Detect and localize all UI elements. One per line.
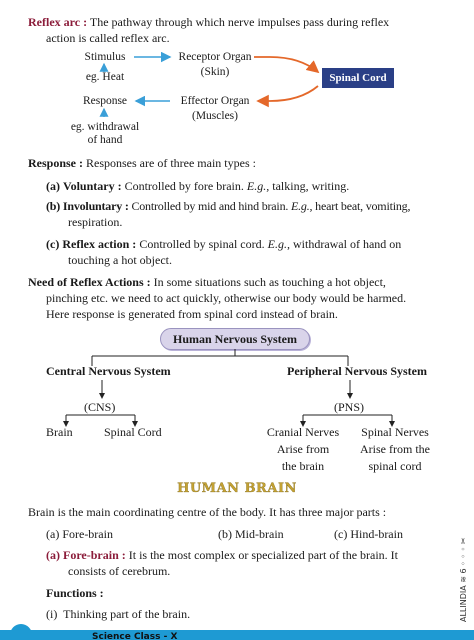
item-eg: E.g., xyxy=(290,199,313,213)
footer-band xyxy=(0,630,474,640)
item-name: Voluntary : xyxy=(63,179,122,193)
reflex-arc-definition-line1: The pathway through which nerve impulses pass during reflex xyxy=(89,15,390,29)
need-reflex-text1: In some situations such as touching a hot object, xyxy=(153,275,386,289)
item-marker: (a) xyxy=(46,179,60,193)
forebrain-line1: It is the most complex or specialized part of the brain. It xyxy=(128,548,399,562)
reflex-arc-definition-line2: action is called reflex arc. xyxy=(46,31,170,45)
forebrain-line2: consists of cerebrum. xyxy=(68,564,171,578)
heat-label: eg. Heat xyxy=(85,71,125,83)
need-reflex-line2: pinching etc. we need to act quickly, otherwise our body would be harmed. xyxy=(46,291,407,305)
forebrain-description xyxy=(46,547,398,563)
withdrawal-label-line2: of hand xyxy=(87,134,123,146)
item-text: Controlled by fore brain. xyxy=(124,179,244,193)
item-example: talking, writing. xyxy=(272,179,350,193)
side-watermark xyxy=(456,512,468,622)
item-marker: (b) xyxy=(46,199,61,213)
reflex-arc-term: Reflex arc : xyxy=(28,15,88,29)
effector-organ-label: Effector Organ xyxy=(180,95,250,107)
brain-part-fore: (a) Fore-brain xyxy=(46,527,113,541)
item-name: Reflex action : xyxy=(62,237,137,251)
spinal-nerves-line2: Arise from the xyxy=(360,442,430,456)
need-reflex-title: Need of Reflex Actions : xyxy=(28,275,151,289)
need-reflex-line3: Here response is generated from spinal cord instead of brain. xyxy=(46,307,338,321)
side-watermark-text: ALLINDIA ≋ 6 ◦ ◦ ◦ ✂ xyxy=(459,537,468,622)
brain-label: Brain xyxy=(46,425,73,439)
cns-abbr-label: (CNS) xyxy=(84,400,116,414)
item-text: Controlled by mid and hind brain. xyxy=(131,199,289,213)
forebrain-term: (a) Fore-brain : xyxy=(46,548,126,562)
spinal-cord-box: Spinal Cord xyxy=(322,68,394,88)
cranial-nerves-line1: Cranial Nerves xyxy=(266,425,340,439)
item-example: heart beat, vomiting, xyxy=(315,199,411,213)
spinal-nerves-line3: spinal cord xyxy=(368,459,422,473)
item-name: Involuntary : xyxy=(62,199,129,213)
receptor-organ-label: Receptor Organ xyxy=(178,51,252,63)
brain-part-hind: (c) Hind-brain xyxy=(334,527,403,541)
pns-abbr-label: (PNS) xyxy=(334,400,365,414)
functions-title: Functions : xyxy=(46,586,104,600)
response-title: Response : xyxy=(28,156,84,170)
item-marker: (c) xyxy=(46,237,60,251)
withdrawal-label-line1: eg. withdrawal xyxy=(70,121,140,133)
pns-label: Peripheral Nervous System xyxy=(287,364,427,378)
spinal-nerves-line1: Spinal Nerves xyxy=(361,425,429,439)
stimulus-label: Stimulus xyxy=(84,51,126,63)
item-eg: E.g., xyxy=(246,179,270,193)
response-item-c-line2: touching a hot object. xyxy=(68,253,172,267)
response-label: Response xyxy=(82,95,128,107)
spinal-cord-label: Spinal Cord xyxy=(104,425,162,439)
cns-label: Central Nervous System xyxy=(46,364,171,378)
skin-label: (Skin) xyxy=(200,66,230,78)
item-text: Controlled by spinal cord. xyxy=(139,237,265,251)
function-item-1: (i) Thinking part of the brain. xyxy=(46,607,191,621)
human-nervous-system-pill: Human Nervous System xyxy=(160,328,310,350)
human-brain-intro: Brain is the main coordinating centre of the body. It has three major parts : xyxy=(28,505,387,519)
page-number-circle xyxy=(10,624,32,640)
footer-book-title: Science Class - X xyxy=(92,632,178,640)
brain-part-mid: (b) Mid-brain xyxy=(218,527,284,541)
muscles-label: (Muscles) xyxy=(192,110,238,122)
item-eg: E.g., xyxy=(267,237,290,251)
human-brain-heading: HUMAN BRAIN xyxy=(177,481,297,496)
item-example: withdrawal of hand on xyxy=(292,237,402,251)
response-item-b-line2: respiration. xyxy=(68,215,123,229)
cranial-nerves-line3: the brain xyxy=(281,459,325,473)
response-intro-text: Responses are of three main types : xyxy=(86,156,256,170)
cranial-nerves-line2: Arise from xyxy=(276,442,330,456)
